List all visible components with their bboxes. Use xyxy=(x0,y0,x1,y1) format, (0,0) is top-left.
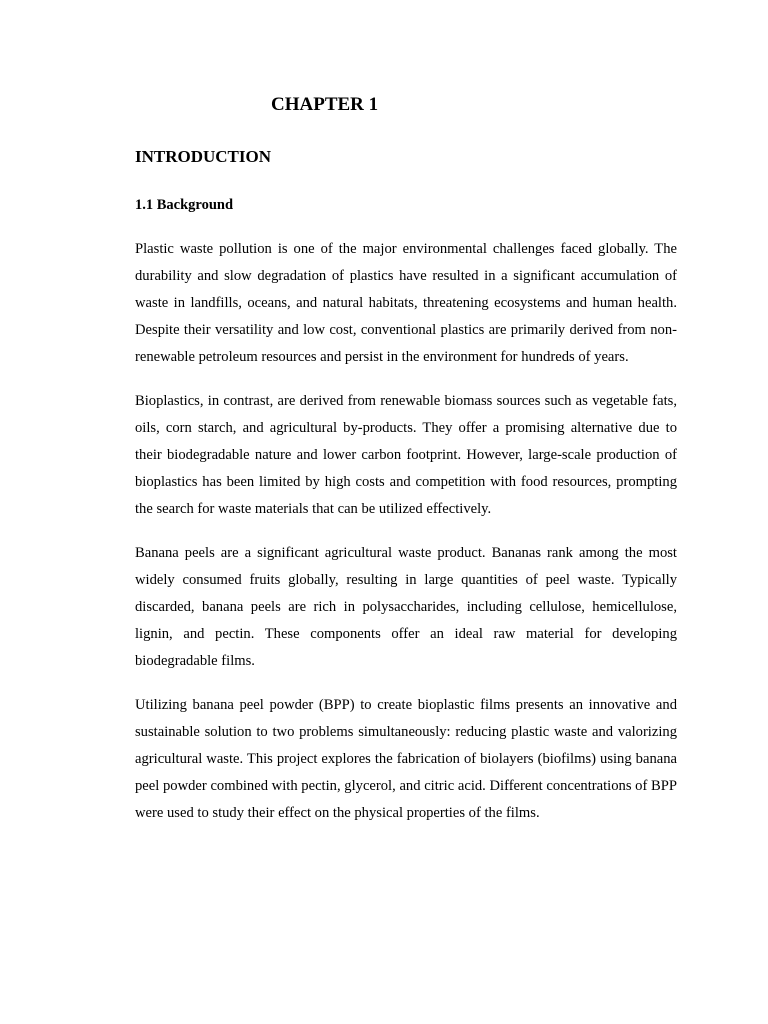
body-text xyxy=(135,236,677,844)
section-title: INTRODUCTION xyxy=(135,147,272,166)
paragraph-3: Banana peels are a significant agricultural waste product. Bananas rank among the most widely consumed fruits globally, resulting in large quantities of peel waste. Typically discarded, banana peels are rich in polysaccharides, including cellulose, hemicellulose, lignin, and pectin. These components offer an ideal raw material for developing biodegradable films. xyxy=(135,545,677,669)
chapter-title: CHAPTER 1 xyxy=(271,94,379,115)
subsection-title: 1.1 Background xyxy=(135,197,234,213)
paragraph-4: Utilizing banana peel powder (BPP) to create bioplastic films presents an innovative and sustainable solution to two problems simultaneously: reducing plastic waste and valorizing agricultural waste. This project explores the fabrication of biolayers (biofilms) using banana peel powder combined with pectin, glycerol, and citric acid. Different concentrations of BPP were used to study their effect on the physical properties of the films. xyxy=(135,697,677,821)
paragraph-1: Plastic waste pollution is one of the major environmental challenges faced globally. The durability and slow degradation of plastics have resulted in a significant accumulation of waste in landfills, oceans, and natural habitats, threatening ecosystems and human health. Despite their versatility and low cost, conventional plastics are primarily derived from non-renewable petroleum resources and persist in the environment for hundreds of years. xyxy=(135,241,677,365)
paragraph-2: Bioplastics, in contrast, are derived from renewable biomass sources such as vegetable fats, oils, corn starch, and agricultural by-products. They offer a promising alternative due to their biodegradable nature and lower carbon footprint. However, large-scale production of bioplastics has been limited by high costs and competition with food resources, prompting the search for waste materials that can be utilized effectively. xyxy=(135,393,677,517)
